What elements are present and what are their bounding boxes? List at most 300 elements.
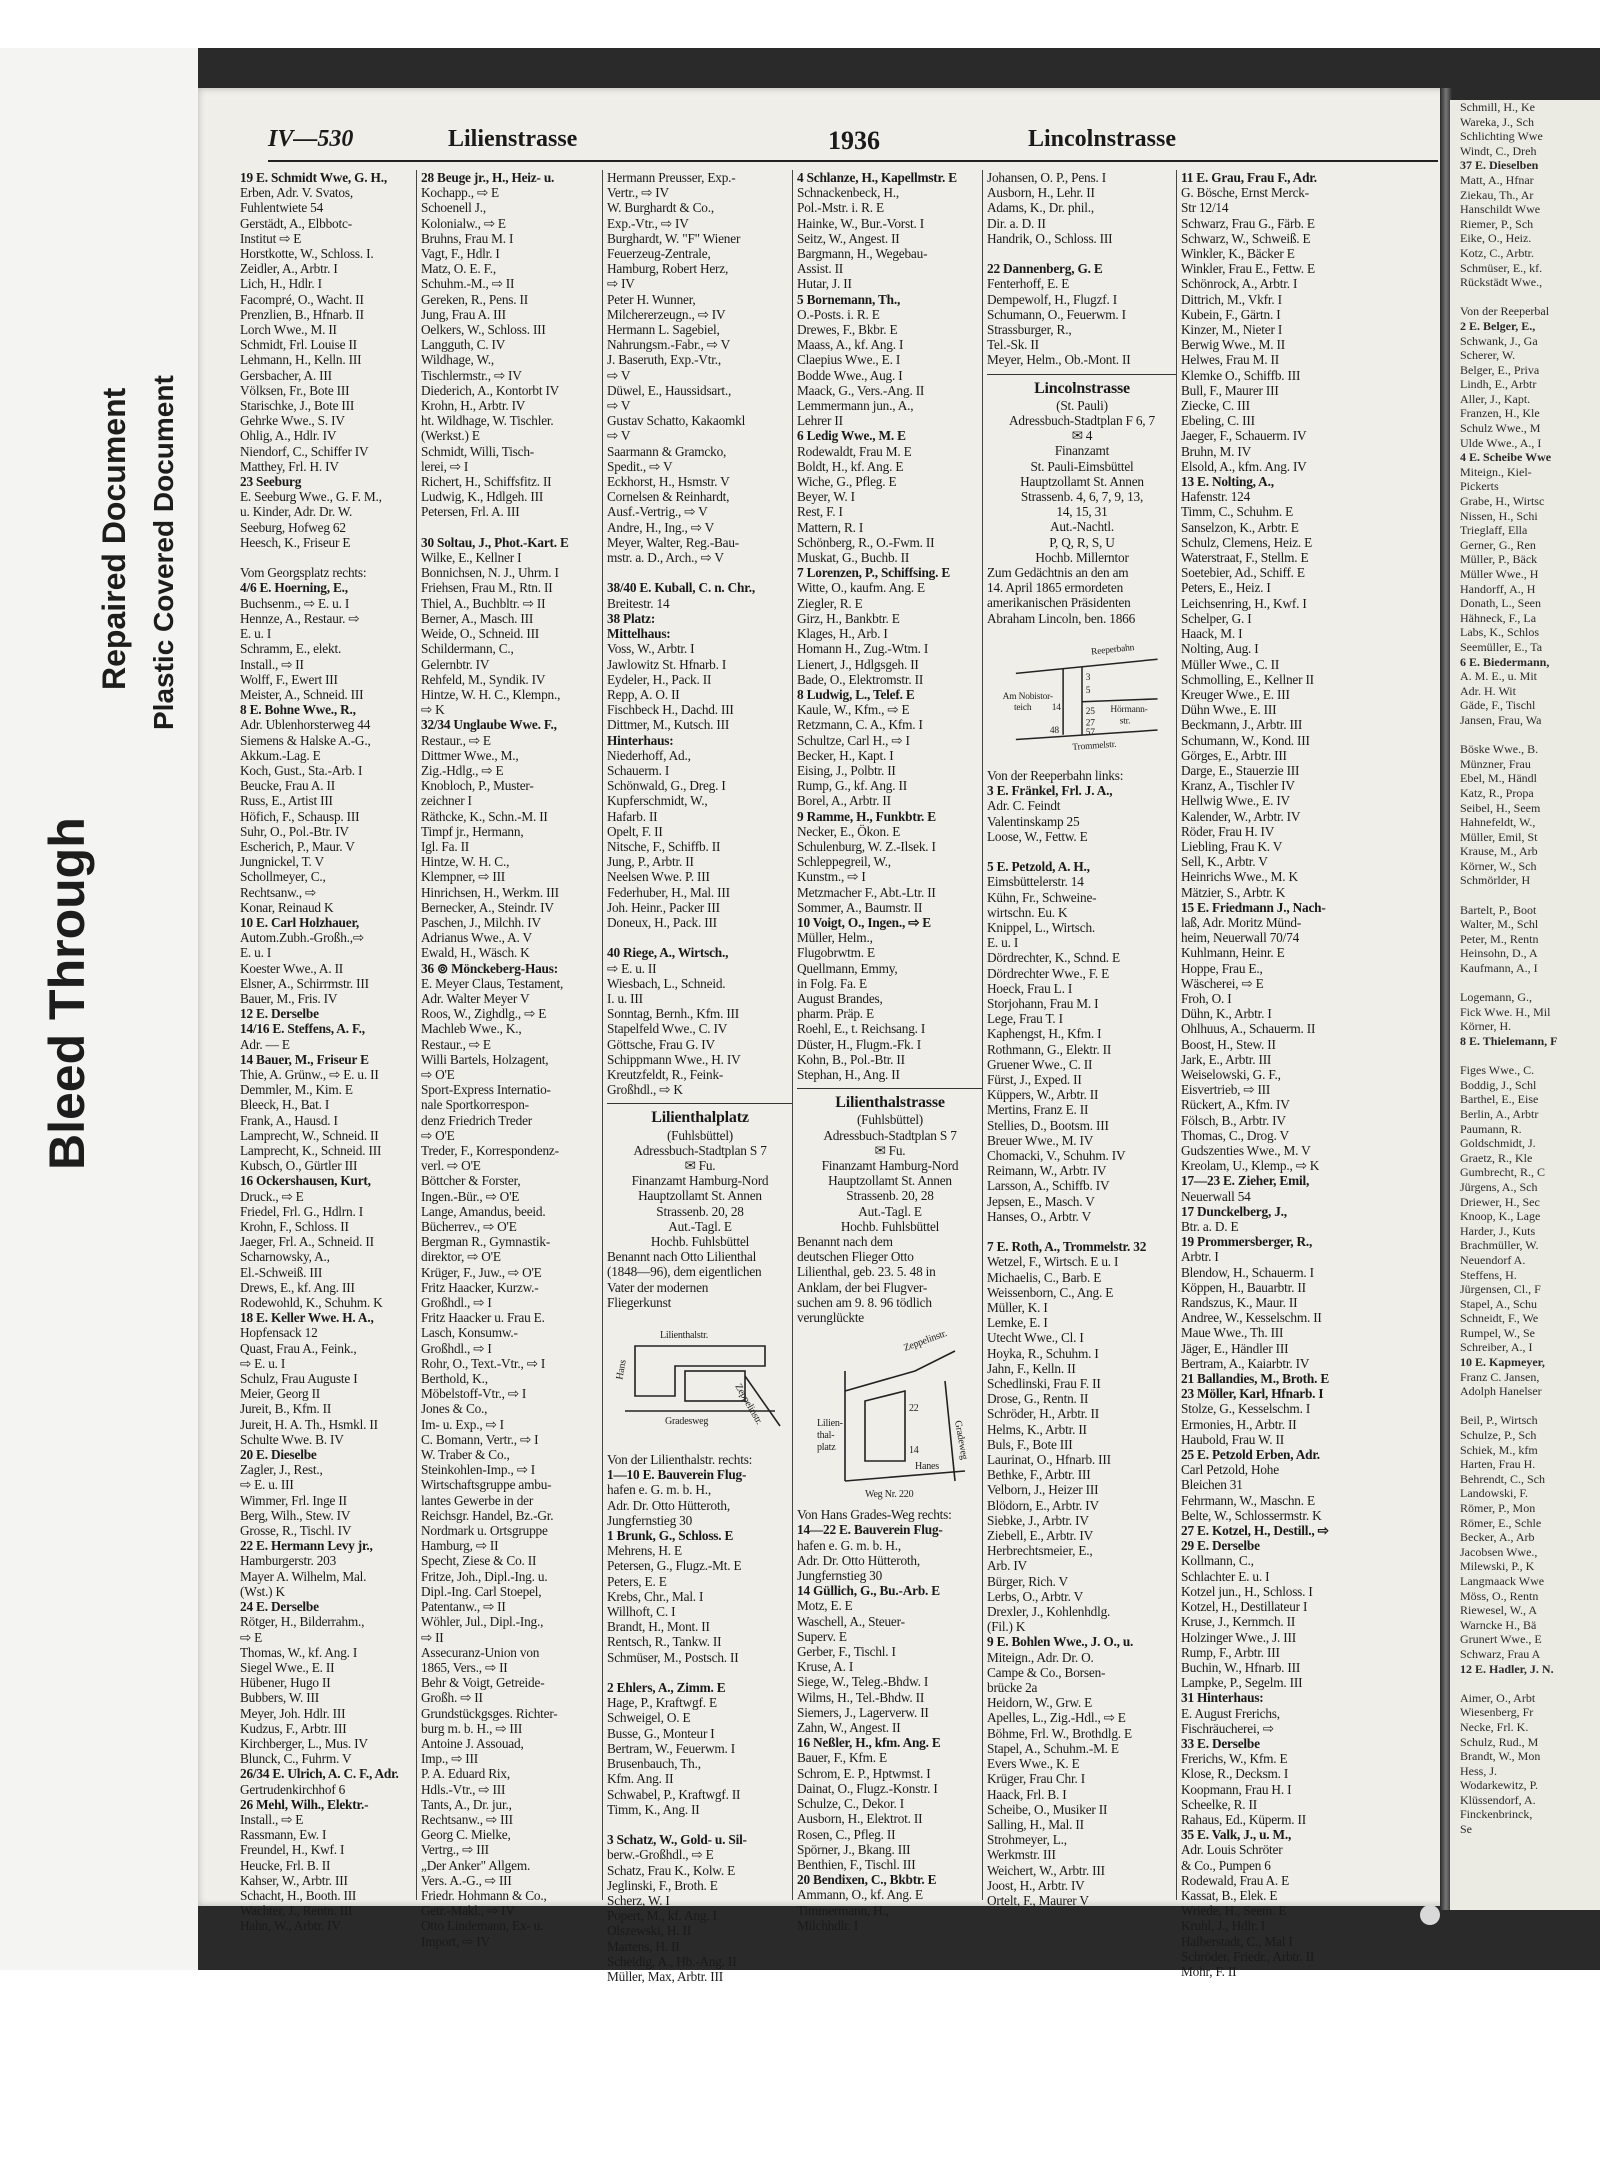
directory-entry: Breuer Wwe., M. IV (987, 1132, 1094, 1148)
directory-entry: ✉ 4 (1071, 428, 1093, 444)
directory-entry: Heidorn, W., Grw. E (987, 1695, 1093, 1711)
directory-entry: Beucke, Frau A. II (240, 778, 335, 794)
directory-entry: E. u. I (240, 945, 272, 961)
directory-entry: Heucke, Frl. B. II (240, 1857, 331, 1873)
directory-entry: Milewski, P., K (1460, 1559, 1535, 1574)
directory-entry: Suhr, O., Pol.-Btr. IV (240, 823, 349, 839)
directory-entry: Stellies, D., Bootsm. III (987, 1117, 1109, 1133)
directory-entry: Kochapp., ⇨ E (421, 185, 499, 201)
directory-entry: Superv. E (797, 1628, 847, 1644)
directory-entry: Rassmann, Ew. I (240, 1827, 327, 1843)
directory-entry: Scherer, W. (1460, 348, 1516, 363)
directory-entry: Gumbrecht, R., C (1460, 1165, 1545, 1180)
map-label: 14 (1051, 703, 1061, 714)
directory-entry: Holzinger Wwe., J. III (1181, 1629, 1296, 1645)
directory-entry: Jones & Co., (421, 1401, 488, 1417)
directory-entry: 30 Soltau, J., Phot.-Kart. E (421, 534, 569, 550)
directory-entry: Install., ⇨ II (240, 656, 304, 672)
directory-entry: Elsner, A., Schirrmstr. III (240, 975, 369, 991)
directory-entry: Schnackenbeck, H., (797, 185, 899, 201)
directory-entry: Peters, E. E (607, 1573, 667, 1589)
directory-entry: Belger, E., Priva (1460, 362, 1540, 377)
directory-entry (1460, 728, 1600, 743)
directory-entry: ⇨ O'E (421, 1127, 455, 1143)
directory-entry: Wiesbach, L., Schneid. (607, 975, 726, 991)
directory-entry: Neuerwall 54 (1181, 1188, 1251, 1204)
directory-entry: Kollmann, C., (1181, 1553, 1254, 1569)
directory-entry: Großhdl., ⇨ K (607, 1082, 683, 1098)
directory-entry: Wimmer, Frl. Inge II (240, 1492, 347, 1508)
directory-entry: Langguth, C. IV (421, 337, 506, 353)
directory-entry: Drews, E., kf. Ang. III (240, 1279, 355, 1295)
directory-entry: Arb. IV (987, 1558, 1027, 1574)
directory-entry: Hauptzollamt St. Annen (828, 1173, 952, 1189)
directory-entry: Hamburgerstr. 203 (240, 1553, 337, 1569)
directory-entry: Stephan, H., Ang. II (797, 1066, 900, 1082)
directory-entry: Necke, Frl. K. (1460, 1719, 1529, 1734)
directory-entry: Grosse, R., Tischl. IV (240, 1523, 352, 1539)
directory-entry: Winkler, Frau E., Fettw. E (1181, 261, 1315, 277)
directory-entry: Ziecke, C. III (1181, 398, 1250, 414)
directory-entry: Meier, Georg II (240, 1386, 321, 1402)
directory-entry: 16 Ockershausen, Kurt, (240, 1173, 371, 1189)
directory-entry: Otto Lindemann, Ex- u. (421, 1918, 544, 1934)
directory-entry: Gerstädt, A., Elbbotc- (240, 215, 352, 231)
directory-entry: Salling, H., Mal. II (987, 1816, 1084, 1832)
directory-entry: Krüger, F., Juw., ⇨ O'E (421, 1264, 542, 1280)
directory-entry: Katz, R., Propa (1460, 785, 1534, 800)
directory-entry: Nitsche, F., Schiffb. II (607, 838, 721, 854)
directory-entry: Berwig Wwe., M. II (1181, 337, 1285, 353)
directory-entry: Rodewaldt, Frau M. E (797, 443, 912, 459)
directory-entry: Wöhler, Jul., Dipl.-Ing., (421, 1614, 544, 1630)
directory-entry: Tants, A., Dr. jur., (421, 1796, 512, 1812)
directory-entry: Helwes, Frau M. II (1181, 352, 1279, 368)
directory-entry: Müller, Emil, St (1460, 829, 1538, 844)
directory-entry: Landowski, F. (1460, 1486, 1529, 1501)
directory-entry: Gelernbtr. IV (421, 656, 490, 672)
directory-entry: Martens, H. II (607, 1938, 680, 1954)
directory-entry: Akkum.-Lag. E (240, 747, 321, 763)
directory-entry: Eising, J., Polbtr. II (797, 762, 896, 778)
directory-entry: Saarmann & Gramcko, (607, 443, 727, 459)
map-label: Reeperbahn (1090, 642, 1135, 658)
columns (240, 170, 1450, 1984)
directory-entry: Wodarkewitz, P. (1460, 1778, 1539, 1793)
directory-entry: Kalender, W., Arbtr. IV (1181, 808, 1301, 824)
directory-entry: direktor, ⇨ O'E (421, 1249, 501, 1265)
directory-entry: Randszus, K., Maur. II (1181, 1295, 1298, 1311)
directory-entry: Hopfensack 12 (240, 1325, 318, 1341)
directory-entry: Schulenburg, W. Z.-Ilsek. I (797, 838, 936, 854)
directory-entry: G. Bösche, Ernst Merck- (1181, 185, 1309, 201)
directory-entry: Lemke, E. I (987, 1315, 1048, 1331)
directory-entry: Timmermann, H., (797, 1902, 889, 1918)
directory-entry: Kfm. Ang. II (607, 1771, 674, 1787)
directory-entry: Dainat, O., Flugz.-Konstr. I (797, 1780, 938, 1796)
directory-entry: Kruse, A. I (797, 1659, 854, 1675)
directory-entry: Sanselzon, K., Arbtr. E (1181, 519, 1299, 535)
map-label: 25 (1085, 706, 1095, 717)
directory-entry: Rest, F. I (797, 504, 843, 520)
directory-entry: Necker, E., Ökon. E (797, 823, 901, 839)
directory-entry: 26/34 E. Ulrich, A. C. F., Adr. (240, 1766, 399, 1782)
directory-entry: Utecht Wwe., Cl. I (987, 1330, 1084, 1346)
directory-entry: Jureit, H. A. Th., Hsmkl. II (240, 1416, 378, 1432)
directory-entry: Hellwig Wwe., E. IV (1181, 793, 1290, 809)
directory-entry: Steinkohlen-Imp., ⇨ I (421, 1462, 536, 1478)
directory-entry: Federhuber, H., Mal. III (607, 884, 730, 900)
directory-entry: Bergman R., Gymnastik- (421, 1234, 551, 1250)
directory-entry: Schrom, E. P., Hptwmst. I (797, 1765, 931, 1781)
directory-entry: 1—10 E. Bauverein Flug- (607, 1467, 747, 1483)
directory-entry: Steffens, H. (1460, 1267, 1517, 1282)
directory-entry: Exp.-Vtr., ⇨ IV (607, 215, 689, 231)
directory-entry: Seemüller, E., Ta (1460, 639, 1543, 654)
directory-entry: Peters, E., Heiz. I (1181, 580, 1271, 596)
directory-entry: Joost, H., Arbtr. IV (987, 1877, 1085, 1893)
directory-entry: ⇨ E (240, 1629, 262, 1645)
directory-entry: Fischbeck H., Dachd. III (607, 702, 734, 718)
directory-entry: Aut.-Nachtl. (1049, 519, 1115, 535)
directory-entry: Meyer, Joh. Hdlr. III (240, 1705, 346, 1721)
directory-entry: St. Pauli-Eimsbüttel (1030, 458, 1134, 474)
directory-entry: Boost, H., Stew. II (1181, 1036, 1276, 1052)
directory-entry: Friedel, Frl. G., Hdlrn. I (240, 1203, 363, 1219)
directory-entry: 14, 15, 31 (1056, 504, 1108, 520)
directory-entry: burg m. b. H., ⇨ III (421, 1720, 523, 1736)
directory-entry: 10 Voigt, O., Ingen., ⇨ E (797, 914, 931, 930)
directory-entry: Milchhdlr. I (797, 1917, 859, 1933)
directory-entry: Gudszenties Wwe., M. V (1181, 1143, 1311, 1158)
label-plastic-covered-document: Plastic Covered Document (148, 375, 179, 730)
directory-entry: Lorch Wwe., M. II (240, 322, 337, 338)
directory-entry: Schönberg, R., O.-Fwm. II (797, 534, 935, 550)
directory-entry: Von der Reeperbal (1460, 304, 1550, 319)
label-repaired-document: Repaired Document (96, 387, 132, 690)
directory-entry: Kotz, C., Arbtr. (1460, 245, 1534, 260)
directory-entry: Schröder, Friedr., Arbtr. II (1181, 1948, 1315, 1964)
section-divider (987, 374, 1177, 375)
map-label: Zeppelinstr. (902, 1328, 949, 1355)
directory-entry: Jürgensen, Cl., F (1460, 1282, 1541, 1297)
directory-entry: Scharnowsky, A., (240, 1249, 330, 1265)
directory-entry: Jäger, E., Händler III (1181, 1340, 1289, 1356)
directory-entry: Restaur., ⇨ E (421, 732, 491, 748)
directory-entry: Druck., ⇨ E (240, 1188, 304, 1204)
directory-entry: Schulz Wwe., M (1460, 421, 1541, 436)
map-label: 57 (1085, 727, 1095, 738)
directory-entry: ✉ Fu. (874, 1142, 906, 1158)
directory-entry: Mehrens, H. E (607, 1543, 682, 1559)
directory-entry: Paumann, R. (1460, 1121, 1522, 1136)
directory-entry: ⇨ V (607, 398, 631, 414)
directory-entry: Boldt, H., kf. Ang. E (797, 458, 904, 474)
directory-entry: Kuhlmann, Heinr. E (1181, 945, 1285, 961)
directory-entry: Strassenb. 20, 28 (656, 1203, 744, 1219)
directory-entry: Richert, H., Schiffsfitz. II (421, 474, 552, 490)
directory-entry: 22 Dannenberg, G. E (987, 261, 1103, 277)
directory-entry: 14—22 E. Bauverein Flug- (797, 1522, 943, 1538)
map-label: thal- (817, 1430, 835, 1442)
directory-entry: Finckenbrinck, (1460, 1807, 1533, 1822)
directory-entry: (St. Pauli) (1056, 397, 1108, 413)
directory-entry: Wäscherei, ⇨ E (1181, 975, 1264, 991)
directory-entry: 23 Seeburg (240, 474, 302, 490)
directory-entry (1460, 1676, 1600, 1691)
directory-entry: 23 Möller, Karl, Hfnarb. I (1181, 1386, 1324, 1402)
directory-entry: Kupferschmidt, W., (607, 793, 708, 809)
directory-entry: Kruse, J., Kernmch. II (1181, 1614, 1296, 1630)
directory-entry: Lege, Frau T. I (987, 1011, 1063, 1027)
directory-entry: Hdls.-Vtr., ⇨ III (421, 1781, 506, 1797)
directory-entry: Petersen, Frl. A. III (421, 504, 520, 520)
directory-entry: Knobloch, P., Muster- (421, 778, 534, 794)
directory-entry: Römer, P., Mon (1460, 1501, 1536, 1515)
map-label: Gradesweg (665, 1416, 709, 1428)
directory-entry: Müller Wwe., C. II (1181, 656, 1280, 672)
directory-entry: Maass, A., kf. Ang. I (797, 337, 904, 353)
directory-entry: Ermonies, H., Arbtr. II (1181, 1416, 1297, 1432)
directory-entry: Olszewski, H. II (607, 1923, 691, 1939)
directory-entry: Kruhl, J., Hdlr. I (1181, 1918, 1265, 1934)
directory-entry (607, 1665, 793, 1680)
directory-entry: 14 Bauer, M., Friseur E (240, 1051, 369, 1067)
directory-entry: Burghardt, W. "F" Wiener (607, 230, 741, 246)
directory-entry: Klempner, ⇨ III (421, 869, 506, 885)
directory-entry: Quast, Frau A., Feink., (240, 1340, 357, 1356)
directory-entry: Riewesel, W., A (1460, 1603, 1537, 1618)
directory-entry: A. M. E., u. Mit (1460, 669, 1538, 684)
directory-entry: Siebke, J., Arbtr. IV (987, 1512, 1089, 1528)
directory-entry: Gereken, R., Pens. II (421, 291, 528, 307)
directory-entry: Müller, P., Bäck (1460, 552, 1538, 567)
directory-entry: Schmüser, E., kf. (1460, 260, 1543, 275)
directory-entry: Restaur., ⇨ E (421, 1036, 491, 1052)
directory-entry: 9 E. Bohlen Wwe., J. O., u. (987, 1634, 1134, 1650)
directory-entry: Jeglinski, F., Broth. E (607, 1877, 718, 1893)
directory-entry: Kreolam, U., Klemp., ⇨ K (1181, 1158, 1320, 1174)
directory-entry: Hahn, W., Arbtr. IV (240, 1918, 341, 1934)
directory-entry: Vom Georgsplatz rechts: (240, 565, 367, 581)
directory-entry: Jansen, Frau, Wa (1460, 712, 1542, 727)
directory-entry: Waschell, A., Steuer- (797, 1613, 905, 1629)
directory-entry: Heesch, K., Friseur E (240, 534, 351, 550)
directory-entry: Görges, E., Arbtr. III (1181, 747, 1287, 763)
directory-entry: 4 E. Scheibe Wwe (1460, 450, 1552, 465)
directory-entry: 8 Ludwig, L., Telef. E (797, 686, 915, 702)
directory-entry: wirtschn. Eu. K (987, 904, 1068, 920)
directory-entry: 10 E. Kapmeyer, (1460, 1355, 1545, 1370)
left-street-heading: Lilienstrasse (448, 126, 578, 152)
directory-entry: ⇨ O'E (421, 1066, 455, 1082)
directory-entry: Schauerm. I (607, 762, 670, 778)
directory-entry: Hennze, A., Restaur. ⇨ (240, 610, 360, 626)
directory-entry: Strassenb. 20, 28 (846, 1188, 934, 1204)
directory-entry: Hochb. Fuhlsbüttel (840, 1218, 940, 1234)
map-label: Hans (614, 1359, 629, 1381)
facing-page-column (1460, 100, 1600, 1837)
directory-entry: Stolze, G., Kesselschm. I (1181, 1401, 1311, 1417)
directory-entry: Wilke, E., Kellner I (421, 550, 522, 566)
directory-entry: Ziekau, Th., Ar (1460, 187, 1534, 202)
directory-entry: Rückstädt Wwe., (1460, 275, 1543, 290)
directory-entry: Escherich, P., Maur. V (240, 838, 355, 854)
directory-entry: Larsson, A., Schiffb. IV (987, 1178, 1110, 1194)
directory-entry: Jungfernstieg 30 (607, 1512, 693, 1528)
directory-entry: Maack, G., Vers.-Ang. II (797, 382, 925, 398)
directory-entry: Mayer A. Wilhelm, Mal. (240, 1568, 367, 1584)
directory-entry: Patentanw., ⇨ II (421, 1599, 506, 1615)
directory-entry: W. Burghardt & Co., (607, 200, 715, 216)
directory-entry: O.-Posts. i. R. E (797, 306, 880, 322)
directory-entry: Helms, K., Arbtr. II (987, 1421, 1087, 1437)
directory-entry: Thomas, W., kf. Ang. I (240, 1644, 358, 1660)
directory-entry: Hermann Preusser, Exp.- (607, 170, 736, 185)
directory-entry: Campe & Co., Borsen- (987, 1664, 1106, 1680)
directory-entry: Schacht, H., Booth. III (240, 1887, 357, 1903)
directory-entry: Horstkotte, W., Schloss. I. (240, 246, 374, 262)
directory-entry: Kranz, A., Tischler IV (1181, 778, 1295, 794)
directory-entry: Dittmer, M., Kutsch. III (607, 717, 730, 733)
directory-entry: Hanses, O., Arbtr. V (987, 1208, 1091, 1224)
directory-entry: Buchsenm., ⇨ E. u. I (240, 595, 350, 611)
directory-entry: 8 E. Thielemann, F (1460, 1034, 1558, 1048)
directory-entry: nale Sportkorrespon- (421, 1097, 529, 1113)
directory-entry: Berthold, K., (421, 1371, 488, 1387)
directory-entry: Schatz, Frau K., Kolw. E (607, 1862, 736, 1878)
directory-entry: E. Meyer Claus, Testament, (421, 975, 564, 991)
directory-entry: Sell, K., Arbtr. V (1181, 854, 1268, 870)
directory-entry: Timpf jr., Hermann, (421, 823, 524, 839)
directory-entry: Kinzer, M., Nieter I (1181, 322, 1283, 338)
directory-entry: 12 E. Derselbe (240, 1006, 319, 1022)
directory-entry: Gustav Schatto, Kakaomkl (607, 413, 746, 429)
directory-entry: Harder, J., Kuts (1460, 1223, 1536, 1238)
directory-entry: Dempewolf, H., Flugzf. I (987, 291, 1117, 307)
directory-entry: Finanzamt Hamburg-Nord (821, 1158, 959, 1173)
directory-entry: Feuerzeug-Zentrale, (607, 246, 711, 262)
directory-entry: Hintze, W. H. C., (421, 854, 510, 870)
directory-entry: 31 Hinterhaus: (1181, 1690, 1264, 1706)
directory-entry: Lich, H., Hdlr. I (240, 276, 322, 292)
directory-entry: Aimer, O., Arbt (1460, 1690, 1536, 1705)
directory-entry: (Werkst.) E (421, 428, 480, 444)
directory-entry: Knippel, L., Wirtsch. (987, 919, 1096, 935)
directory-entry: Schwarz, W., Schweiß. E (1181, 230, 1311, 246)
directory-entry: Reichsgr. Handel, Bz.-Gr. (421, 1507, 554, 1523)
directory-entry: Großhdl., ⇨ I (421, 1295, 492, 1311)
directory-entry: 14 Güllich, G., Bu.-Arb. E (797, 1583, 940, 1599)
directory-entry: Fenterhoff, E. E (987, 276, 1070, 292)
directory-entry: 14/16 E. Steffens, A. F., (240, 1021, 365, 1037)
directory-entry: Trieglaff, Ella (1460, 523, 1528, 538)
directory-entry: Drewes, F., Bkbr. E (797, 322, 898, 338)
directory-entry: Fritz Haacker u. Frau E. (421, 1310, 545, 1326)
directory-entry: P. A. Eduard Rix, (421, 1766, 510, 1782)
directory-entry: Cornelsen & Reinhardt, (607, 489, 730, 505)
directory-entry: Hainke, W., Bur.-Vorst. I (797, 215, 924, 231)
directory-entry: Homann H., Zug.-Wtm. I (797, 641, 929, 657)
directory-entry (1460, 1049, 1600, 1064)
directory-entry: Krebs, Chr., Mal. I (607, 1588, 704, 1604)
directory-entry: Schreiber, A., I (1460, 1340, 1533, 1355)
directory-entry: Bade, O., Elektromstr. II (797, 671, 924, 687)
directory-entry: Münzner, Frau (1460, 756, 1531, 771)
directory-entry: Von der Lilienthalstr. rechts: (607, 1452, 753, 1468)
directory-entry: Röder, Frau H. IV (1181, 823, 1275, 839)
directory-entry: Velborn, J., Heizer III (987, 1482, 1099, 1498)
directory-entry: Doneux, H., Pack. III (607, 914, 717, 930)
directory-entry: Matthey, Frl. H. IV (240, 458, 339, 474)
directory-entry: Vertr., ⇨ IV (607, 185, 669, 201)
directory-entry: amerikanischen Präsidenten (987, 595, 1131, 611)
directory-entry: Str 12/14 (1181, 200, 1229, 216)
directory-entry: Hochb. Fuhlsbüttel (650, 1234, 750, 1250)
directory-entry: 10 E. Carl Holzhauer, (240, 914, 360, 930)
directory-entry: Peter, M., Rentn (1460, 931, 1539, 946)
directory-entry: Klüssendorf, A. (1460, 1792, 1536, 1807)
directory-entry: Pol.-Mstr. i. R. E (797, 200, 884, 216)
directory-entry: 26 Mehl, Wilh., Elektr.- (240, 1796, 369, 1812)
directory-entry: Dir. a. D. II (987, 215, 1046, 231)
directory-entry: Diederich, A., Kontorbt IV (421, 382, 560, 398)
directory-entry (421, 520, 603, 535)
directory-entry: Schweigel, O. E (607, 1710, 691, 1726)
directory-entry: ⇨ E. u. III (240, 1477, 294, 1493)
directory-entry: Repp, A. O. II (607, 686, 680, 702)
directory-entry: Halberstadt, C., Mal I (1181, 1933, 1293, 1949)
directory-entry: C. Bomann, Vertr., ⇨ I (421, 1431, 539, 1447)
map-label: Lilienthalstr. (660, 1330, 709, 1342)
directory-entry (240, 550, 414, 565)
directory-entry: Blendow, H., Schauerm. I (1181, 1264, 1314, 1280)
directory-entry: Zeidler, A., Arbtr. I (240, 261, 338, 277)
directory-entry: Köppen, H., Bauarbtr. II (1181, 1279, 1306, 1295)
directory-entry: Düwel, E., Haussidsart., (607, 382, 732, 398)
map-label: Hanes (915, 1461, 939, 1473)
directory-entry: 20 E. Dieselbe (240, 1447, 317, 1463)
directory-entry: 4/6 E. Hoerning, E., (240, 580, 348, 596)
directory-entry (607, 930, 793, 945)
directory-entry: Fliegerkunst (607, 1294, 672, 1310)
directory-entry: Milchererzeugn., ⇨ IV (607, 306, 726, 322)
directory-entry: Adr. H. Wit (1460, 683, 1516, 698)
directory-entry: Niendorf, C., Schiffer IV (240, 443, 369, 459)
directory-entry: Tischlermstr., ⇨ IV (421, 367, 522, 383)
directory-entry: Franzen, H., Kle (1460, 406, 1540, 421)
directory-entry: Schuhm.-M., ⇨ II (421, 276, 515, 292)
map-label: 14 (909, 1445, 919, 1457)
directory-entry: Haack, Frl. B. I (987, 1786, 1067, 1802)
directory-entry: Bethke, F., Arbtr. III (987, 1467, 1091, 1483)
directory-entry: Miteign., Adr. Dr. O. (987, 1649, 1094, 1665)
directory-entry: Lamprecht, K., Schneid. III (240, 1143, 382, 1158)
directory-entry: Schmüser, M., Postsch. II (607, 1649, 739, 1665)
directory-entry: Metzmacher F., Abt.-Ltr. II (797, 884, 936, 900)
directory-entry: Fick Wwe. H., Mil (1460, 1004, 1551, 1019)
directory-entry: Hamburg, ⇨ II (421, 1538, 499, 1554)
scan-mark (1420, 1905, 1440, 1925)
directory-entry: ⇨ K (421, 702, 445, 718)
directory-entry: Ausf.-Vertrig., ⇨ V (607, 504, 708, 520)
map-label: platz (817, 1442, 836, 1454)
directory-entry: Göttsche, Frau G. IV (607, 1036, 715, 1052)
directory-entry: Adressbuch-Stadtplan S 7 (633, 1142, 767, 1158)
directory-entry: (Fuhlsbüttel) (856, 1112, 924, 1128)
directory-entry: Labs, K., Schlos (1460, 625, 1539, 640)
directory-entry: Aut.-Tagl. E (858, 1203, 922, 1219)
